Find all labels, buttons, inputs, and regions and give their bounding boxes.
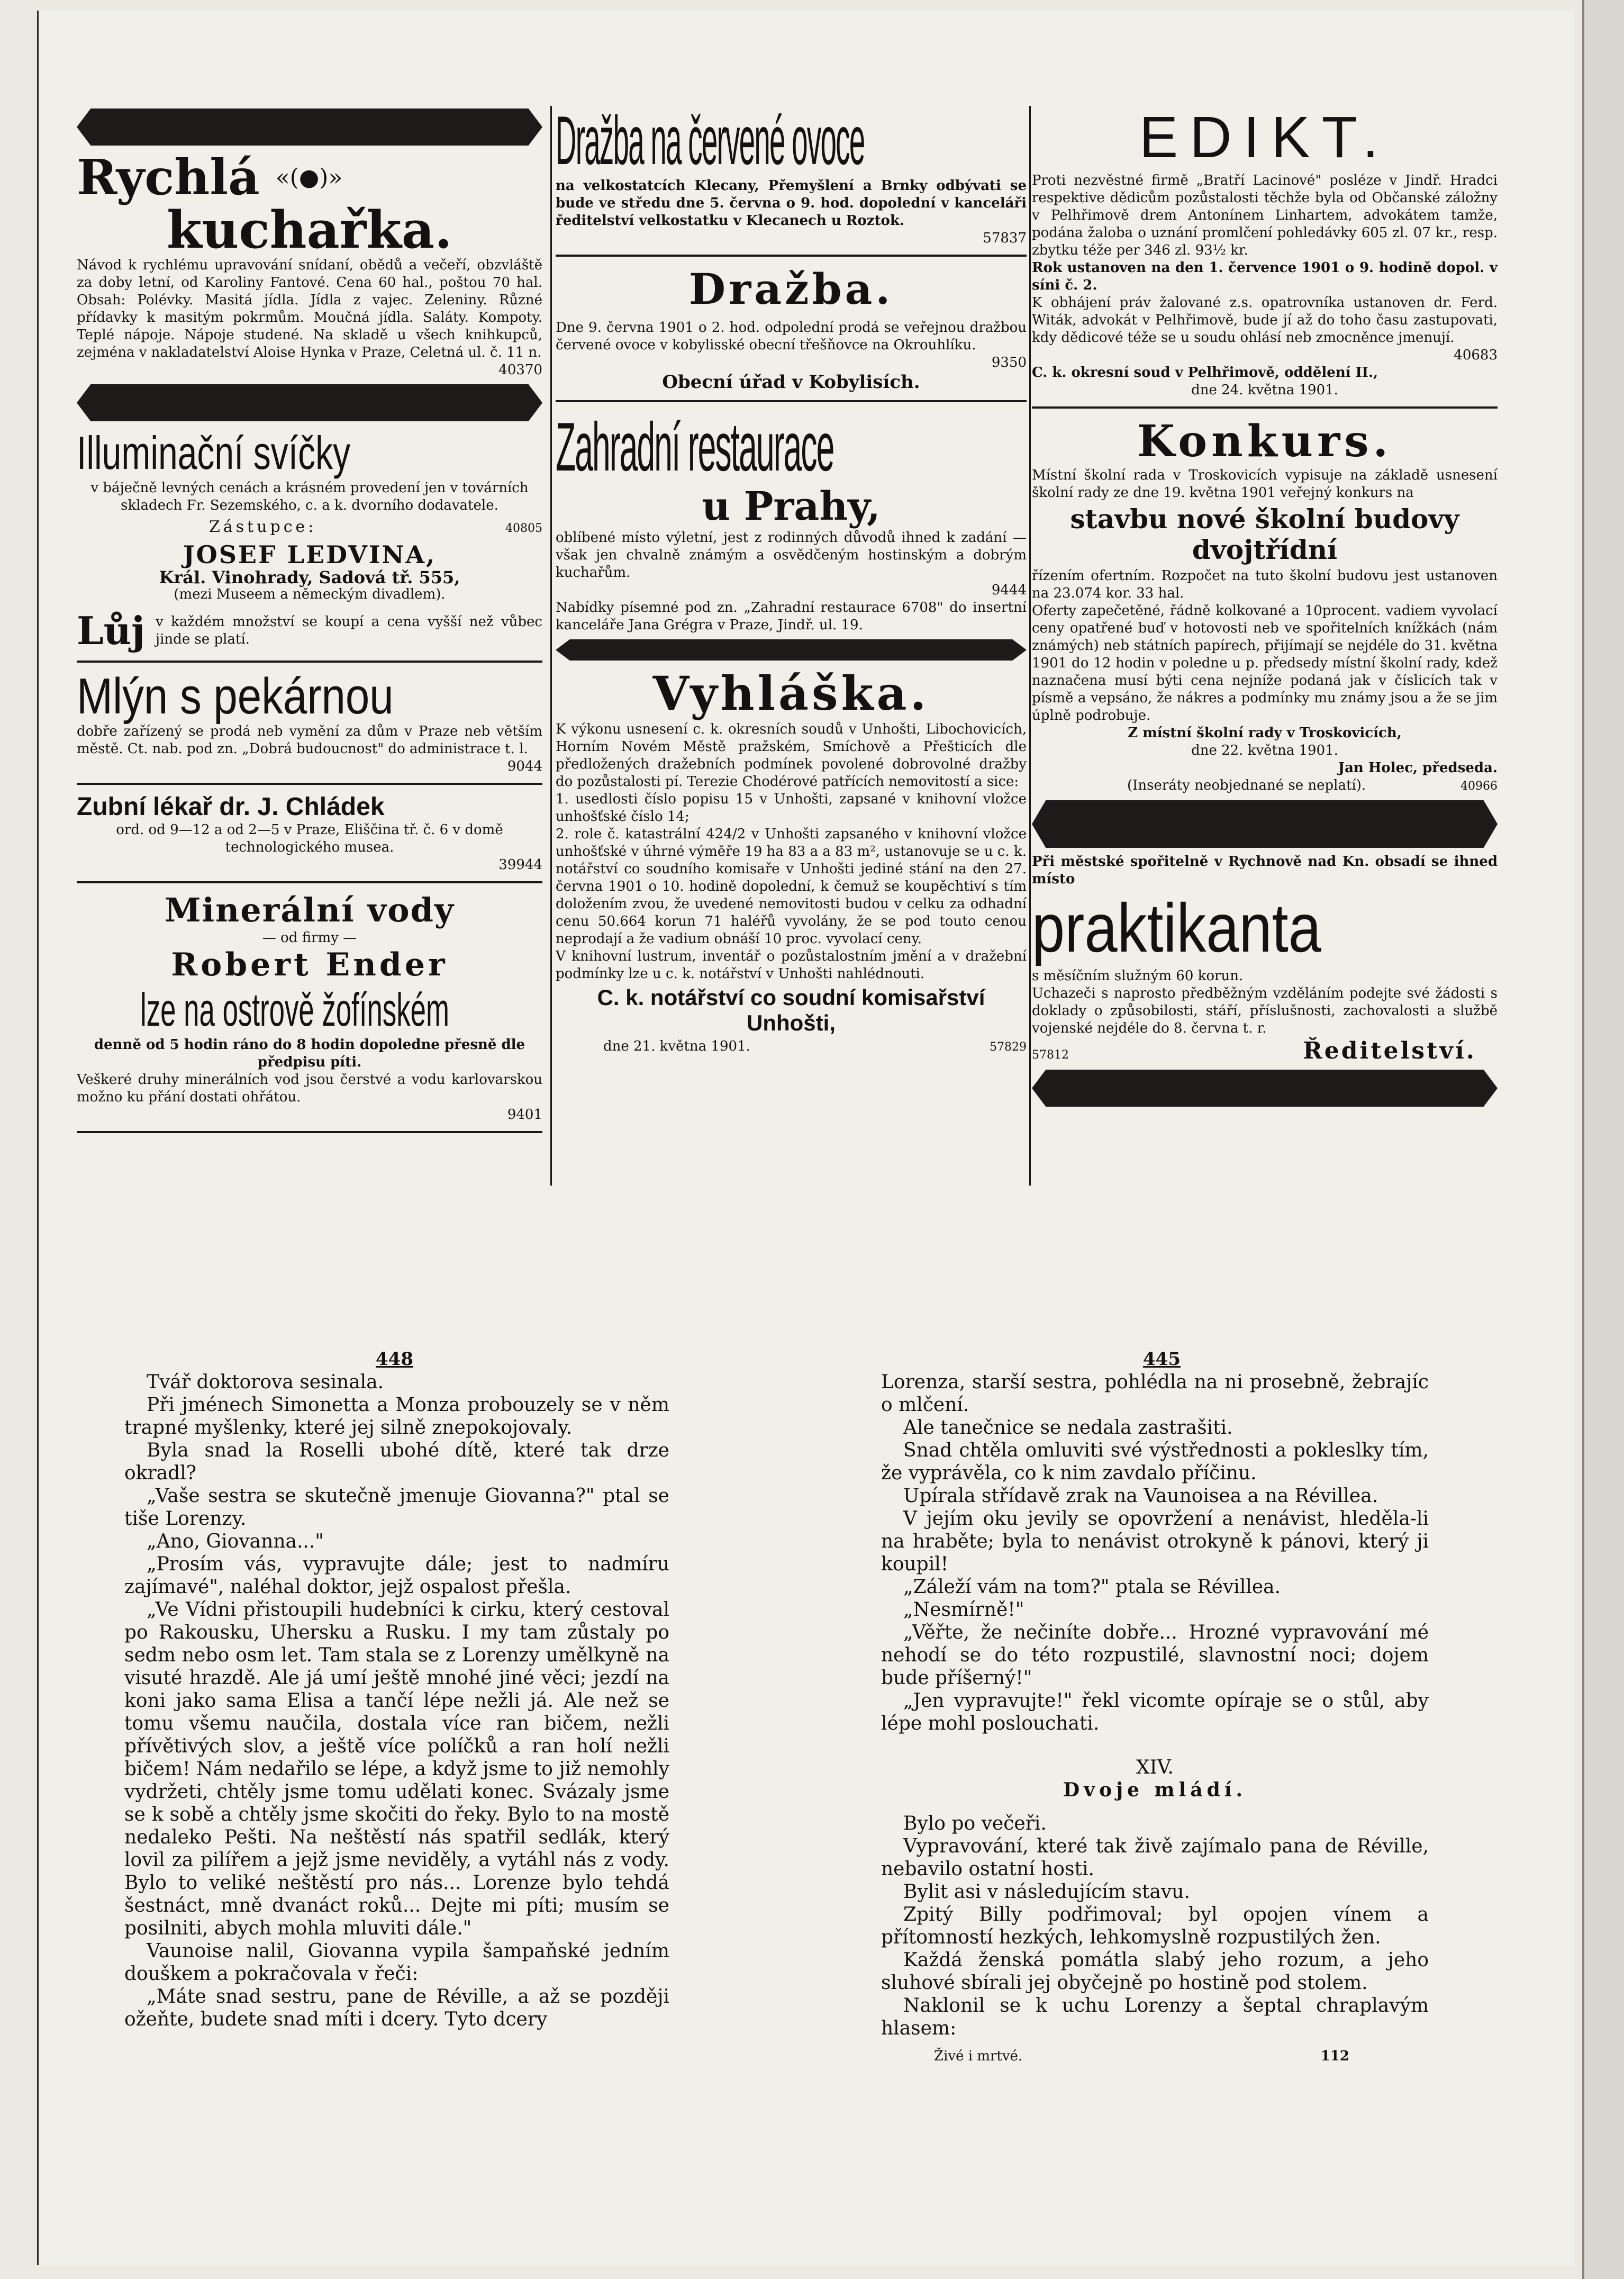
ledvina-name: JOSEF LEDVINA,	[183, 540, 437, 569]
story-paragraph: Byla snad la Roselli ubohé dítě, které tak drze okradl?	[124, 1440, 669, 1484]
story-paragraph: Ale tanečnice se nedala zastrašiti.	[903, 1417, 1233, 1439]
divider	[556, 255, 1027, 257]
ornament-banner	[1032, 800, 1498, 848]
konkurs-text2: řízením ofertním. Rozpočet na tuto školní budovu jest ustanoven na 23.074 kor. 33 hal.	[1032, 568, 1498, 601]
story-paragraph: „Jen vypravujte!" řekl vicomte opíraje se o stůl, aby lépe mohl poslouchati.	[881, 1690, 1429, 1734]
ads-right-column	[1032, 103, 1498, 1112]
footer-number: 112	[1320, 2048, 1349, 2064]
story-paragraph: Bylit asi v následujícím stavu.	[903, 1881, 1190, 1903]
story-paragraph: Vypravování, které tak živě zajímalo pana de Réville, nebavilo ostatní hosti.	[881, 1835, 1429, 1880]
divider	[77, 783, 542, 785]
ornament-icon: «(●)»	[275, 164, 343, 191]
praktikanta-title: praktikanta	[1032, 889, 1321, 966]
story-paragraph: Upírala střídavě zrak na Vaunoisea a na Révillea.	[903, 1485, 1378, 1507]
konkurs-text3: Oferty zapečetěné, řádně kolkované a 10procent. vadiem vyvolací ceny opatřené buď v hotovosti neb ve spořitelních knížkách (nám známých) neb státních papírech, přijímají se nejdéle do 31. května 1901 do 12 hodin v poledne u p. předsedy místní školní rady, kdež naznačena musí býti cena nejníže podaná jak v číslicích tak v písmě a vepsáno, že nákres a podmínky mu známy jsou a že se jim úplně podrobuje.	[1032, 603, 1498, 724]
ad-number: 39944	[498, 857, 542, 873]
story-paragraph: „Máte snad sestru, pane de Réville, a až se později ožeňte, budete snad míti i dcery. Tyto dcery	[124, 1986, 669, 2030]
story-paragraph: „Vaše sestra se skutečně jmenuje Giovanna?" ptal se tiše Lorenzy.	[124, 1485, 669, 1530]
zastupce-label: Zástupce:	[209, 518, 317, 536]
edikt-court: C. k. okresní soud v Pelhřimově, oddělení II.,	[1032, 365, 1378, 381]
ornament-banner	[1032, 1070, 1498, 1107]
luj-text: v každém množství se koupí a cena vyšší než vůbec jinde se platí.	[156, 613, 542, 647]
kucharka-title: kuchařka.	[167, 200, 452, 260]
ornament-banner	[556, 639, 1027, 661]
vyhlaska-title: Vyhláška.	[652, 666, 930, 721]
ad-number: 9350	[991, 355, 1027, 370]
edikt-date: dne 24. května 1901.	[1191, 382, 1338, 398]
sviky-title: Illuminační svíčky	[77, 427, 351, 479]
story-paragraph: „Ve Vídni přistoupili hudebníci k cirku, který cestoval po Rakousku, Uhersku a Rusku. I my tam zůstaly po sedm nebo osm let. Tam stala se z Lorenzy umělkyně na visuté hrazdě. Ale já umí ještě mnohé jiné věci; jezdí na koni jako sama Elisa a tančí lépe nežli já. Ale než se tomu všemu naučila, dostala více ran bičem, nežli přívětivých slov, a ještě více políčků a ran holí nežli bičem! Nám nedařilo se lépe, a když jsme to již nemohly vydržeti, chtěly jsme tomu udělati konec. Svázaly jsme se k sobě a chtěly jsme skočiti do řeky. Bylo to na mostě nedaleko Pešti. Na neštěstí nás spatřil sedlák, který lovil za pilířem a jejž jsme neviděly, a vytáhl nás z vody. Bylo to veliké neštěstí pro nás... Lorenze bylo tehdá šestnáct, mně dvanáct roků... Dejte mi píti; musím se posilniti, abych mohla mluviti dále."	[124, 1599, 669, 1939]
ledvina-address: Král. Vinohrady, Sadová tř. 555,	[159, 567, 460, 587]
chapter-number: XIV.	[1136, 1757, 1174, 1778]
edikt-text2: K obhájení práv žalované z.s. opatrovníka ustanoven dr. Ferd. Witák, advokát v Pelhřimově, bude jí až do toho času zastupovati, kdy dědicové téže se u soudu ohlásí neb zmocněnce jmenují.	[1032, 295, 1498, 346]
story-right-column	[881, 1371, 1429, 2068]
ornament-banner	[77, 108, 542, 146]
ledvina-sub: (mezi Museem a německým divadlem).	[174, 586, 446, 602]
column-rule-2	[1029, 106, 1031, 1186]
vyhlaska-p2: 2. role č. katastrální 424/2 v Unhošti zapsaného v knihovní vložce unhošťské v úhrné výměře 19 ha 83 a a 83 m², ustanovuje se u c. k. notářství co soudního komisaře v Unhošti jediné stání na den 27. června 1901 o 10. hodině dopolední, k čemuž se koupěchtiví s tím doložením zvou, že uvedené nemovitosti budou v celku za odhadní cenu 50.664 korun 71 haléřů vyvolány, že se pod touto cenou neprodají a že vadium obnáší 10 proc. vyvolací ceny.	[556, 826, 1027, 947]
obecni-urad: Obecní úřad v Kobylisích.	[662, 372, 920, 393]
reditelstvi-sign: Ředitelství.	[1303, 1037, 1476, 1064]
konkurs-text: Místní školní rada v Troskovicích vypisuje na základě usnesení školní rady ze dne 19. května 1901 veřejný konkurs na	[1032, 467, 1498, 501]
vyhlaska-text: K výkonu usnesení c. k. okresních soudů v Unhošti, Libochovicích, Horním Novém Městě pražském, Smíchově a Přešticích dle předložených dražebních podmínek povolené dobrovolné dražby do pozůstalosti pí. Terezie Chodérové patřících nemovitostí a sice:	[556, 721, 1027, 790]
u-prahy-title: u Prahy,	[702, 484, 881, 529]
story-paragraph: Naklonil se k uchu Lorenzy a šeptal chraplavým hlasem:	[881, 1995, 1429, 2039]
story-paragraph: „Prosím vás, vypravujte dále; jest to nadmíru zajímavé", naléhal doktor, jejž ospalost přešla.	[124, 1553, 669, 1598]
zahradni-text2: Nabídky písemné pod zn. „Zahradní restaurace 6708" do insertní kanceláře Jana Grégra v Praze, Jindř. ul. 19.	[556, 600, 1027, 633]
story-left-column	[124, 1371, 669, 2031]
ad-number: 9444	[991, 582, 1027, 598]
story-paragraph: „Nesmírně!"	[903, 1599, 1024, 1621]
page-number-left: 448	[376, 1349, 413, 1370]
drazba1-title: Dražba na červené ovoce	[556, 102, 865, 179]
ad-number: 40370	[498, 362, 542, 378]
ad-number: 9401	[507, 1107, 542, 1123]
ad-number: 40683	[1454, 347, 1498, 363]
edikt-rok: Rok ustanoven na den 1. července 1901 o 9. hodině dopol. v síni č. 2.	[1032, 260, 1498, 293]
divider	[77, 1131, 542, 1133]
story-paragraph: Bylo po večeři.	[903, 1813, 1047, 1834]
divider	[77, 661, 542, 663]
ad-number: 57829	[990, 1041, 1027, 1054]
drazba1-text: na velkostatcích Klecany, Přemyšlení a Brnky odbývati se bude ve středu dne 5. června o 9. hod. dopolední v kanceláři ředitelství velkostatku v Klecanech u Roztok.	[556, 178, 1027, 229]
binding-edge	[1582, 0, 1624, 2279]
divider	[77, 881, 542, 883]
edikt-text: Proti nezvěstné firmě „Bratří Lacinové" posléze v Jindř. Hradci respektive dědicům pozůstalosti těchže byla od Občanské záložny v Pelhřimově drem Antonínem Linhartem, advokátem tamže, podána žaloba o uznání promlčení pohledávky 605 zl. 07 kr., resp. zbytku téže per 346 zl. 93½ kr.	[1032, 173, 1498, 258]
mineral-sub: — od firmy —	[262, 930, 357, 946]
sporitelna-text: Při městské spořitelně v Rychnově nad Kn. obsadí se ihned místo	[1032, 854, 1498, 887]
sviky-text: v báječně levných cenách a krásném provedení jen v továrních skladech Fr. Sezemského, c. a k. dvorního dodavatele.	[90, 480, 529, 513]
story-paragraph: „Věřte, že nečiníte dobře... Hrozné vypravování mé nehodí se do této rozpustilé, slavnostní noci; dojem bude příšerný!"	[881, 1622, 1429, 1689]
rychla-title: Rychlá	[77, 149, 260, 206]
konkurs-note: (Inseráty neobjednané se neplatí).	[1127, 777, 1366, 793]
ads-mid-column	[556, 103, 1027, 1056]
mlyn-title: Mlýn s pekárnou	[77, 668, 394, 725]
praktikanta-text: s měsíčním služným 60 korun.	[1032, 968, 1244, 984]
ad-number: 40966	[1460, 780, 1498, 793]
footer-title: Živé i mrtvé.	[934, 2048, 1023, 2064]
vyhlaska-p1: 1. usedlosti číslo popisu 15 v Unhošti, zapsané v knihovní vložce unhošťské číslo 14;	[556, 791, 1027, 825]
ad-number: 9044	[507, 758, 542, 774]
story-paragraph: Zpitý Billy podřimoval; byl opojen vínem a přítomností hezkých, lehkomyslně rozpustilých žen.	[881, 1904, 1429, 1948]
story-paragraph: Každá ženská pomátla slabý jeho rozum, a jeho sluhové sbírali jej obyčejně po hostině pod stolem.	[881, 1949, 1429, 1994]
story-paragraph: Lorenza, starší sestra, pohlédla na ni prosebně, žebrajíc o mlčení.	[881, 1371, 1429, 1416]
story-paragraph: Tvář doktorova sesinala.	[147, 1371, 384, 1393]
story-paragraph: Při jménech Simonetta a Monza probouzely se v něm trapné myšlenky, které jej silně znepokojovaly.	[124, 1394, 669, 1439]
ornament-banner	[77, 384, 542, 421]
ender-title: Robert Ender	[171, 946, 448, 983]
drazba2-title: Dražba.	[688, 264, 894, 314]
ostrov-title: lze na ostrově žofínském	[140, 983, 449, 1036]
mlyn-text: dobře zařízený se prodá neb vymění za dům v Praze neb větším městě. Ct. nab. pod zn. „Dobrá budoucnost" do administrace t. l.	[77, 724, 542, 757]
ad-number: 57812	[1032, 1048, 1069, 1062]
story-paragraph: Snad chtěla omluviti své výstřednosti a pokleslky tím, že vyprávěla, co k nim zavdalo příčinu.	[881, 1440, 1429, 1484]
zahradni-title: Zahradní restaurace	[556, 408, 834, 485]
ostrov-hours: denně od 5 hodin ráno do 8 hodin dopoledne přesně dle předpisu píti.	[94, 1037, 525, 1070]
ads-left-column	[77, 103, 542, 1141]
chapter-title: Dvoje mládí.	[1063, 1779, 1247, 1801]
praktikanta-text2: Uchazeči s naprosto předběžným vzděláním podejte své žádosti s doklady o způsobilosti, stáří, příslušnosti, zachovalosti a službě vojenské nejdéle do 8. června t. r.	[1032, 985, 1498, 1036]
konkurs-sign2: Jan Holec, předseda.	[1338, 760, 1498, 776]
lekar-title: Zubní lékař dr. J. Chládek	[77, 793, 385, 821]
drazba2-text: Dne 9. června 1901 o 2. hod. odpolední prodá se veřejnou dražbou červené ovoce v kobylisské obecní třešňovce na Okrouhlíku.	[556, 320, 1027, 353]
story-paragraph: Vaunoise nalil, Giovanna vypila šampaňské jedním douškem a pokračovala v řeči:	[124, 1940, 669, 1985]
konkurs-sign1: Z místní školní rady v Troskovicích,	[1128, 725, 1402, 741]
konkurs-date: dne 22. května 1901.	[1191, 743, 1338, 758]
stavbu-title: stavbu nové školní budovy dvojtřídní	[1070, 503, 1459, 565]
rychla-text: Návod k rychlému upravování snídaní, obědů a večeří, obzvláště za doby letní, od Karoliny Fantové. Cena 60 hal., poštou 70 hal. Obsah: Polévky. Masitá jídla. Jídla z vajec. Zeleniny. Různé přídavky k masitým pokrmům. Moučná jídla. Saláty. Kompoty. Teplé nápoje. Nápoje studené. Na skladě u všech knihkupců, zejména v nakladatelství Aloise Hynka v Praze, Celetná ul. č. 11 n.	[77, 257, 542, 360]
mineral-title: Minerální vody	[164, 891, 455, 929]
notar-title: C. k. notářství co soudní komisařství Unhošti,	[597, 985, 985, 1035]
ostrov-text: Veškeré druhy minerálních vod jsou čerstvé a vodu karlovarskou možno ku přání dostati ohřátou.	[77, 1072, 542, 1105]
divider	[556, 400, 1027, 402]
story-paragraph: „Záleží vám na tom?" ptala se Révillea.	[903, 1576, 1281, 1598]
story-paragraph: „Ano, Giovanna..."	[147, 1531, 324, 1552]
zahradni-text: oblíbené místo výletní, jest z rodinných důvodů ihned k zadání — však jen chvalně známým a osvědčeným hostinským a dobrým kuchařům.	[556, 530, 1027, 581]
divider	[1032, 406, 1498, 409]
ad-number: 57837	[983, 230, 1027, 246]
page-number-right: 445	[1143, 1349, 1181, 1370]
notar-date: dne 21. května 1901.	[603, 1038, 750, 1054]
story-paragraph: V jejím oku jevily se opovržení a nenávist, hleděla-li na hraběte; byla to nenávist otrokyně k pánovi, který ji koupil!	[881, 1508, 1429, 1575]
konkurs-title: Konkurs.	[1137, 416, 1393, 467]
vyhlaska-p3: V knihovní lustrum, inventář o pozůstalostním jmění a v dražební podmínky lze u c. k. notářství v Unhošti nahlédnouti.	[556, 948, 1027, 982]
lekar-text: ord. od 9—12 a od 2—5 v Praze, Eliščina tř. č. 6 v domě technologického musea.	[116, 822, 503, 855]
ad-number: 40805	[505, 522, 542, 535]
edikt-title: EDIKT.	[1139, 105, 1391, 170]
luj-title: Lůj	[77, 608, 146, 653]
column-rule-1	[550, 106, 552, 1186]
